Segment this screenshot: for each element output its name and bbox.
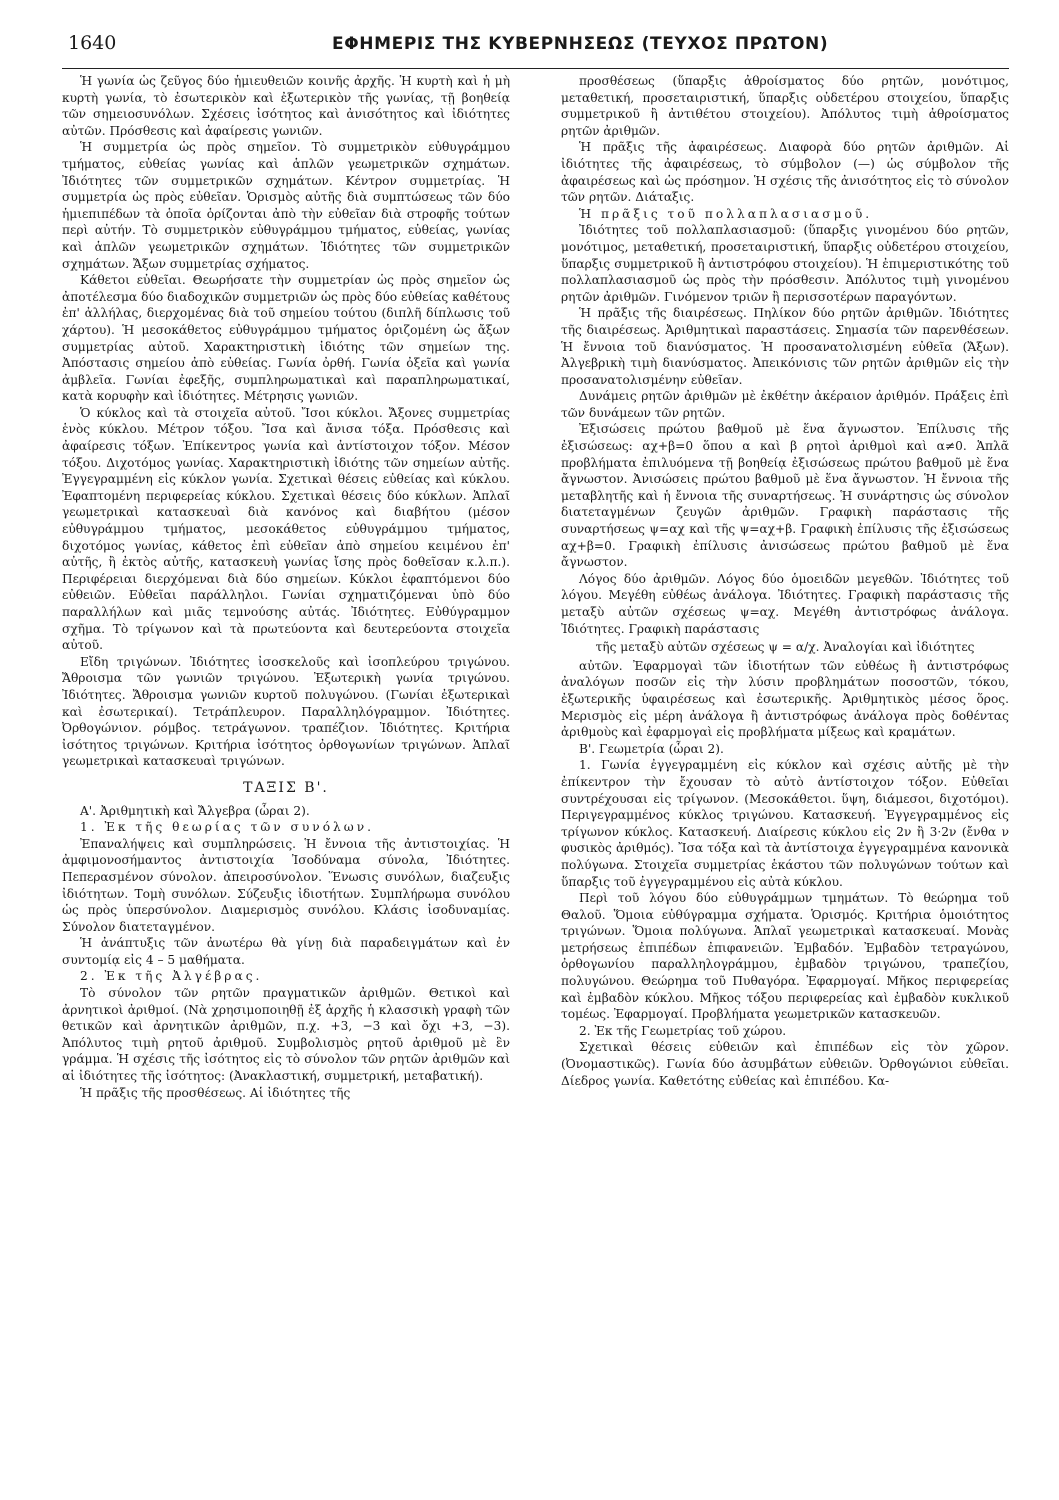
paragraph: Δυνάμεις ρητῶν ἀριθμῶν μὲ ἐκθέτην ἀκέραιον ἀριθμόν. Πράξεις ἐπὶ τῶν δυνάμεων τῶν ρητῶν.	[561, 389, 1009, 420]
right-column	[561, 73, 1009, 1101]
paragraph: Ἰδιότητες τοῦ πολλαπλασιασμοῦ: (ὕπαρξις γινομένου δύο ρητῶν, μονότιμος, μεταθετική, προσεταιριστική, ὕπαρξις οὐδετέρου στοιχείου, ὕπαρξις συμμετρικοῦ ἢ ἀντιστρόφου στοιχείου). Ἡ ἐπιμεριστικότης τοῦ πολλαπλασιασμοῦ ὡς πρὸς τὴν πρόσθεσιν. Ἀπόλυτος τιμὴ γινομένου ρητῶν ἀριθμῶν. Γινόμενον τριῶν ἢ περισσοτέρων παραγόντων.	[561, 223, 1009, 304]
paragraph: Ἡ συμμετρία ὡς πρὸς σημεῖον. Τὸ συμμετρικὸν εὐθυγράμμου τμήματος, εὐθείας γωνίας καὶ ἁπλῶν γεωμετρικῶν σχημάτων. Ἰδιότητες τῶν συμμετρικῶν σχημάτων. Κέντρον συμμετρίας. Ἡ συμμετρία ὡς πρὸς εὐθεῖαν. Ὁρισμὸς αὐτῆς διὰ συμπτώσεως τῶν δύο ἡμιεπιπέδων τὰ ὁποῖα ὁρίζονται ἀπὸ τὴν εὐθεῖαν διὰ στροφῆς τούτων περὶ αὐτήν. Τὸ συμμετρικὸν εὐθυγράμμου τμήματος, εὐθείας, γωνίας καὶ ἁπλῶν γεωμετρικῶν σχημάτων. Ἰδιότητες τῶν συμμετρικῶν σχημάτων. Ἄξων συμμετρίας σχήματος.	[62, 140, 510, 271]
page-number: 1640	[68, 32, 117, 54]
formula-line: τῆς μεταξὺ αὐτῶν σχέσεως ψ = α/χ. Ἀναλογίαι καὶ ἰδιότητες	[595, 640, 975, 655]
paragraph: Ἐπαναλήψεις καὶ συμπληρώσεις. Ἡ ἔννοια τῆς ἀντιστοιχίας. Ἡ ἀμφιμονοσήμαντος ἀντιστοιχία Ἰσοδύναμα σύνολα, Ἰδιότητες. Πεπερασμένον σύνολον. ἀπειροσύνολον. Ἕνωσις συνόλων, διαζευξις ἰδιότητων. Τομὴ συνόλων. Σύζευξις ἰδιοτήτων. Συμπλήρωμα συνόλου ὡς πρὸς ὑπερσύνολον. Διαμερισμὸς συνόλου. Κλάσις ἰσοδυναμίας. Σύνολον διατεταγμένον.	[62, 836, 510, 934]
paragraph: Κάθετοι εὐθεῖαι. Θεωρήσατε τὴν συμμετρίαν ὡς πρὸς σημεῖον ὡς ἀποτέλεσμα δύο διαδοχικῶν συμμετριῶν ὡς πρὸς δύο εὐθείας καθέτους ἐπ' ἀλλήλας, διερχομένας διὰ τοῦ σημείου τούτου (διπλῆ δίπλωσις τοῦ χάρτου). Ἡ μεσοκάθετος εὐθυγράμμου τμήματος ὁριζομένη ὡς ἄξων συμμετρίας αὐτοῦ. Χαρακτηριστικὴ ἰδιότης τῶν σημείων της. Ἀπόστασις σημείου ἀπὸ εὐθείας. Γωνία ὀρθή. Γωνία ὀξεῖα καὶ γωνία ἀμβλεῖα. Γωνίαι ἐφεξῆς, συμπληρωματικαὶ καὶ παραπληρωματικαί, κατὰ κορυφὴν καὶ ἰδιότητες. Μέτρησις γωνιῶν.	[62, 273, 510, 404]
paragraph: Ἡ ἀνάπτυξις τῶν ἀνωτέρω θὰ γίνῃ διὰ παραδειγμάτων καὶ ἐν συντομίᾳ εἰς 4 – 5 μαθήματα.	[62, 936, 510, 967]
page-header	[62, 28, 1009, 69]
paragraph: Περὶ τοῦ λόγου δύο εὐθυγράμμων τμημάτων. Τὸ θεώρημα τοῦ Θαλοῦ. Ὅμοια εὐθύγραμμα σχήματα. Ὁρισμός. Κριτήρια ὁμοιότητος τριγώνων. Ὅμοια πολύγωνα. Ἁπλαῖ γεωμετρικαὶ κατασκευαί. Μονὰς μετρήσεως ἐπιπέδων ἐπιφανειῶν. Ἐμβαδόν. Ἐμβαδὸν τετραγώνου, ὀρθογωνίου παραλληλογράμμου, ἐμβαδὸν τριγώνου, τραπεζίου, πολυγώνου. Θεώρημα τοῦ Πυθαγόρα. Ἐφαρμογαί. Μῆκος περιφερείας καὶ ἐμβαδὸν κύκλου. Μῆκος τόξου περιφερείας καὶ ἐμβαδὸν κυκλικοῦ τομέως. Ἐφαρμογαί. Προβλήματα γεωμετρικῶν κατασκευῶν.	[561, 891, 1009, 1022]
paragraph: προσθέσεως (ὕπαρξις ἀθροίσματος δύο ρητῶν, μονότιμος, μεταθετική, προσεταιριστική, ὕπαρξις οὐδετέρου στοιχείου, ὕπαρξις συμμετρικοῦ ἢ ἀντιθέτου στοιχείου). Ἀπόλυτος τιμὴ ἀθροίσματος ρητῶν ἀριθμῶν.	[561, 74, 1009, 138]
subsection-heading: 1. Ἐκ τῆς θεωρίας τῶν συνόλων.	[80, 820, 374, 835]
paragraph: 1. Γωνία ἐγγεγραμμένη εἰς κύκλον καὶ σχέσις αὐτῆς μὲ τὴν ἐπίκεντρον τὴν ἔχουσαν τὸ αὐτὸ ἀντίστοιχον τόξον. Εὐθεῖαι συντρέχουσαι εἰς τρίγωνον. (Μεσοκάθετοι. ὕψη, διάμεσοι, διχοτόμοι). Περιγεγραμμένος κύκλος τριγώνου. Κατασκευή. Ἐγγεγραμμένος εἰς τρίγωνον κύκλος. Κατασκευή. Διαίρεσις κύκλου εἰς 2ν ἢ 3·2ν (ἔνθα ν φυσικὸς ἀριθμός). Ἴσα τόξα καὶ τὰ ἀντίστοιχα ἐγγεγραμμένα κανονικὰ πολύγωνα. Στοιχεῖα συμμετρίας ἑκάστου τῶν πολυγώνων τούτων καὶ ὕπαρξις τοῦ ἐγγεγραμμένου εἰς αὐτὰ κύκλου.	[561, 758, 1009, 889]
left-column	[62, 73, 510, 1101]
subsection-heading: 2. Ἐκ τῆς Γεωμετρίας τοῦ χώρου.	[579, 1023, 787, 1038]
subsection-heading: Ἡ πρᾶξις τοῦ πολλαπλασιασμοῦ.	[579, 206, 873, 221]
paragraph: Ἡ γωνία ὡς ζεῦγος δύο ἡμιευθειῶν κοινῆς ἀρχῆς. Ἡ κυρτὴ καὶ ἡ μὴ κυρτὴ γωνία, τὸ ἐσωτερικὸν καὶ ἐξωτερικὸν τῆς γωνίας, τῇ βοηθείᾳ τῶν σημειοσυνόλων. Σχέσεις ἰσότητος καὶ ἀνισότητος καὶ ἰδιότητες αὐτῶν. Πρόσθεσις καὶ ἀφαίρεσις γωνιῶν.	[62, 74, 510, 138]
paragraph: Ἡ πρᾶξις τῆς ἀφαιρέσεως. Διαφορὰ δύο ρητῶν ἀριθμῶν. Αἱ ἰδιότητες τῆς ἀφαιρέσεως, τὸ σύμβολον (—) ὡς σύμβολον τῆς ἀφαιρέσεως καὶ ὡς πρόσημον. Ἡ σχέσις τῆς ἀνισότητος εἰς τὸ σύνολον τῶν ρητῶν. Διάταξις.	[561, 140, 1009, 205]
paragraph: Σχετικαὶ θέσεις εὐθειῶν καὶ ἐπιπέδων εἰς τὸν χῶρον. (Ὀνομαστικῶς). Γωνία δύο ἀσυμβάτων εὐθειῶν. Ὀρθογώνιοι εὐθεῖαι. Δίεδρος γωνία. Καθετότης εὐθείας καὶ ἐπιπέδου. Κα-	[561, 1040, 1009, 1088]
paragraph: Τὸ σύνολον τῶν ρητῶν πραγματικῶν ἀριθμῶν. Θετικοὶ καὶ ἀρνητικοὶ ἀριθμοί. (Νὰ χρησιμοποιηθῇ ἐξ ἀρχῆς ἡ κλασσικὴ γραφὴ τῶν θετικῶν καὶ ἀρνητικῶν ἀριθμῶν, π.χ. +3, −3 καὶ ὄχι +3, −3). Ἀπόλυτος τιμὴ ρητοῦ ἀριθμοῦ. Συμβολισμὸς ρητοῦ ἀριθμοῦ μὲ ἓν γράμμα. Ἡ σχέσις τῆς ἰσότητος εἰς τὸ σύνολον τῶν ρητῶν ἀριθμῶν καὶ αἱ ἰδιότητες τῆς ἰσότητος: (Ἀνακλαστική, συμμετρική, μεταβατική).	[62, 986, 510, 1084]
paragraph: Εἴδη τριγώνων. Ἰδιότητες ἰσοσκελοῦς καὶ ἰσοπλεύρου τριγώνου. Ἄθροισμα τῶν γωνιῶν τριγώνου. Ἐξωτερικὴ γωνία τριγώνου. Ἰδιότητες. Ἄθροισμα γωνιῶν κυρτοῦ πολυγώνου. (Γωνίαι ἐξωτερικαὶ καὶ ἐσωτερικαί). Τετράπλευρον. Παραλληλόγραμμον. Ἰδιότητες. Ὀρθογώνιον. ρόμβος. τετράγωνον. τραπέζιον. Ἰδιότητες. Κριτήρια ἰσότητος τριγώνων. Κριτήρια ἰσότητος ὀρθογωνίων τριγώνων. Ἁπλαῖ γεωμετρικαὶ κατασκευαὶ τριγώνων.	[62, 654, 510, 769]
paragraph: Ἐξισώσεις πρώτου βαθμοῦ μὲ ἕνα ἄγνωστον. Ἐπίλυσις τῆς ἐξισώσεως: αχ+β=0 ὅπου α καὶ β ρητοὶ ἀριθμοὶ καὶ α≠0. Ἁπλᾶ προβλήματα ἐπιλυόμενα τῇ βοηθείᾳ ἐξισώσεως πρώτου βαθμοῦ μὲ ἕνα ἄγνωστον. Ἀνισώσεις πρώτου βαθμοῦ μὲ ἕνα ἄγνωστον. Ἡ ἔννοια τῆς μεταβλητῆς καὶ ἡ ἔννοια τῆς συναρτήσεως. Ἡ συνάρτησις ὡς σύνολον διατεταγμένων ζευγῶν ἀριθμῶν. Γραφικὴ παράστασις τῆς συναρτήσεως ψ=αχ καὶ τῆς ψ=αχ+β. Γραφικὴ ἐπίλυσις τῆς ἐξισώσεως αχ+β=0. Γραφικὴ ἐπίλυσις ἀνισώσεως πρώτου βαθμοῦ μὲ ἕνα ἄγνωστον.	[561, 422, 1009, 570]
subsection-heading: Α'. Ἀριθμητικὴ καὶ Ἄλγεβρα (ὧραι 2).	[80, 803, 310, 818]
subsection-heading: 2. Ἐκ τῆς Ἀλγέβρας.	[80, 969, 263, 984]
running-title: ΕΦΗΜΕΡΙΣ ΤΗΣ ΚΥΒΕΡΝΗΣΕΩΣ (ΤΕΥΧΟΣ ΠΡΩΤΟΝ)	[332, 34, 829, 54]
paragraph: Ὁ κύκλος καὶ τὰ στοιχεῖα αὐτοῦ. Ἴσοι κύκλοι. Ἄξονες συμμετρίας ἑνὸς κύκλου. Μέτρον τόξου. Ἴσα καὶ ἄνισα τόξα. Πρόσθεσις καὶ ἀφαίρεσις τόξων. Ἐπίκεντρος γωνία καὶ ἀντίστοιχον τόξον. Μέσον τόξου. Διχοτόμος γωνίας. Χαρακτηριστικὴ ἰδιότης τῶν σημείων αὐτῆς. Ἐγγεγραμμένη εἰς κύκλον γωνία. Σχετικαὶ θέσεις εὐθείας καὶ κύκλου. Ἐφαπτομένη περιφερείας κύκλου. Σχετικαὶ θέσεις δύο κύκλων. Ἁπλαῖ γεωμετρικαὶ κατασκευαὶ διὰ κανόνος καὶ διαβήτου (μέσον εὐθυγράμμου τμήματος, μεσοκάθετος εὐθυγράμμου τμήματος, διχοτόμος γωνίας, κάθετος ἐπὶ εὐθεῖαν ἀπὸ σημείου κειμένου ἐπ' αὐτῆς, ἢ ἐκτὸς αὐτῆς, κατασκευὴ γωνίας ἴσης πρὸς δοθεῖσαν κ.λ.π.). Περιφέρειαι διερχόμεναι διὰ δύο σημείων. Κύκλοι ἐφαπτόμενοι δύο εὐθειῶν. Εὐθεῖαι παράλληλοι. Γωνίαι σχηματιζόμεναι ὑπὸ δύο παραλλήλων καὶ μιᾶς τεμνούσης αὐτάς. Ἰδιότητες. Εὐθύγραμμον σχῆμα. Τὸ τρίγωνον καὶ τὰ πρωτεύοντα καὶ δευτερεύοντα στοιχεῖα αὐτοῦ.	[62, 405, 510, 653]
section-title-taxis-b: ΤΑΞΙΣ Β'.	[243, 779, 329, 796]
subsection-heading: Β'. Γεωμετρία (ὧραι 2).	[579, 741, 724, 756]
text-columns	[62, 73, 1009, 1101]
paragraph: αὐτῶν. Ἐφαρμογαὶ τῶν ἰδιοτήτων τῶν εὐθέως ἢ ἀντιστρόφως ἀναλόγων ποσῶν εἰς τὴν λύσιν προβλημάτων ποσοστῶν, τόκου, ἐξωτερικῆς ὑφαιρέσεως καὶ ἐσωτερικῆς. Ἀριθμητικὸς μέσος ὅρος. Μερισμὸς εἰς μέρη ἀνάλογα ἢ ἀντιστρόφως ἀνάλογα πρὸς δοθέντας ἀριθμοὺς καὶ ἐφαρμογαὶ εἰς προβλήματα μίξεως καὶ κραμάτων.	[561, 658, 1009, 740]
paragraph: Ἡ πρᾶξις τῆς διαιρέσεως. Πηλίκον δύο ρητῶν ἀριθμῶν. Ἰδιότητες τῆς διαιρέσεως. Ἀριθμητικαὶ παραστάσεις. Σημασία τῶν παρενθέσεων. Ἡ ἔννοια τοῦ διανύσματος. Ἡ προσανατολισμένη εὐθεῖα (Ἄξων). Ἀλγεβρικὴ τιμὴ διανύσματος. Ἀπεικόνισις τῶν ρητῶν ἀριθμῶν εἰς τὴν προσανατολισμένην εὐθεῖαν.	[561, 306, 1009, 387]
paragraph: Λόγος δύο ἀριθμῶν. Λόγος δύο ὁμοειδῶν μεγεθῶν. Ἰδιότητες τοῦ λόγου. Μεγέθη εὐθέως ἀνάλογα. Ἰδιότητες. Γραφικὴ παράστασις τῆς μεταξὺ αὐτῶν σχέσεως ψ=αχ. Μεγέθη ἀντιστρόφως ἀνάλογα. Ἰδιότητες. Γραφικὴ παράστασις	[561, 571, 1009, 636]
paragraph: Ἡ πρᾶξις τῆς προσθέσεως. Αἱ ἰδιότητες τῆς	[80, 1085, 351, 1100]
